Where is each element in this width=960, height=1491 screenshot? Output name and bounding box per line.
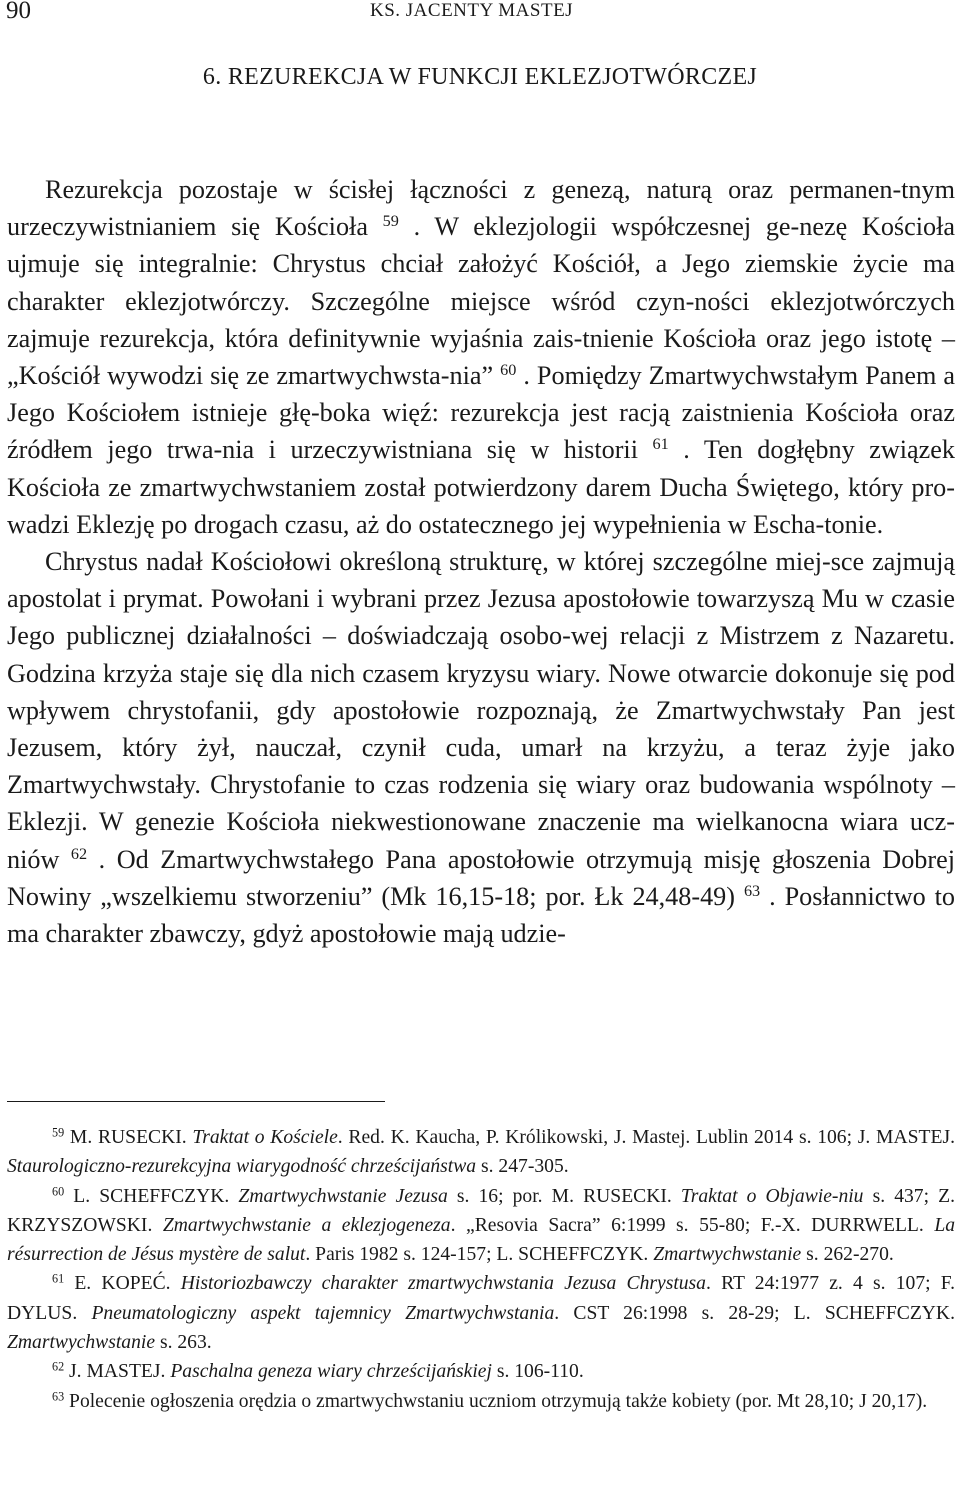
text-run: . „Resovia Sacra” 6:1999 s. 55-80; F.-X. D (450, 1214, 826, 1236)
work-title: Staurologiczno-rezurekcyjna wiarygodność chrześcijaństwa (7, 1156, 477, 1178)
footnote-number: 62 (52, 1359, 65, 1374)
author-name: YLUS (21, 1302, 73, 1324)
work-title: Zmartwychwstanie a eklezjogeneza (162, 1214, 451, 1236)
footnotes (7, 1123, 955, 1416)
author-name: USECKI (111, 1127, 182, 1148)
text-run: . Ten dogłębny związek Kościoła ze zmartwychwstaniem został potwierdzony darem Ducha Świętego, który pro-wadzi Eklezję po drogach czasu, aż do ostatecznego jej wypełnienia w Escha-tonie. (7, 435, 955, 539)
work-title: Historiozbawczy charakter zmartwychwstania Jezusa Chrystusa (180, 1273, 706, 1295)
footnote-number: 63 (52, 1389, 65, 1403)
text-run: . (950, 1302, 955, 1324)
footnote-ref-63: 63 (743, 881, 761, 900)
author-name: URRWELL (825, 1214, 919, 1236)
footnote-ref-59: 59 (382, 212, 399, 231)
text-run: . (72, 1302, 92, 1324)
text-run: . (666, 1185, 681, 1207)
section-title: 6. REZUREKCJA W FUNKCJI EKLEZJOTWÓRCZEJ (202, 64, 758, 90)
text-run: . (181, 1127, 193, 1148)
work-title: Zmartwychwstanie (7, 1332, 156, 1354)
running-head: KS. JACENTY MASTEJ (370, 0, 574, 21)
text-run: s. 16; por. M. R (447, 1185, 597, 1207)
text-run: s. 247-305. (476, 1156, 569, 1178)
text-run: s. 262-270. (801, 1244, 894, 1266)
footnote-divider (7, 1101, 385, 1102)
author-name: OPEĆ (115, 1273, 166, 1295)
footnote-number: 60 (52, 1183, 65, 1198)
footnote-ref-62: 62 (70, 844, 88, 863)
text-run: . Od Zmartwychwstałego Pana apostołowie otrzymują misję głoszenia Dobrej Nowiny „wszelkiemu stworzeniu” (Mk 16,15-18; por. Łk 24,48-49) (7, 844, 956, 911)
text-run: . (643, 1244, 654, 1266)
footnote-62 (7, 1357, 955, 1386)
text-run: . (918, 1214, 935, 1236)
page-number: 90 (6, 0, 31, 24)
work-title: Zmartwychwstanie (653, 1244, 802, 1266)
text-run: M. R (69, 1127, 112, 1148)
footnote-number: 61 (52, 1271, 65, 1286)
text-run: J. M (69, 1361, 104, 1383)
footnote-63 (7, 1387, 955, 1416)
text-run: E. K (74, 1273, 116, 1295)
text-run: Rezurekcja pozostaje w ścisłej łączności z genezą, naturą oraz permanen-tnym urzeczywistnianiem się Kościoła (7, 175, 955, 242)
text-run: . (147, 1214, 163, 1236)
main-text (7, 171, 955, 952)
footnote-60 (7, 1182, 955, 1270)
author-name: CHEFFCZYK (110, 1185, 225, 1207)
text-run: . RT 24:1977 z. 4 s. 107; F. D (7, 1273, 956, 1324)
text-run: . Posłannictwo to ma charakter zbawczy, gdyż apostołowie mają udzie- (7, 881, 956, 949)
text-run: . (950, 1127, 955, 1148)
text-run: . CST 26:1998 s. 28-29; L. S (554, 1302, 836, 1324)
footnote-59 (7, 1123, 955, 1182)
author-name: ASTEJ (103, 1361, 161, 1383)
text-run: . (224, 1185, 239, 1207)
work-title: Pneumatologiczny aspekt tajemnicy Zmartwychwstania (91, 1302, 555, 1324)
text-run: s. 263. (155, 1332, 212, 1354)
text-run: . Paris 1982 s. 124-157; L. S (305, 1244, 530, 1266)
page-header (0, 0, 960, 34)
text-run: Chrystus nadał Kościołowi określoną strukturę, w której szczególne miej-sce zajmują apostolat i prymat. Powołani i wybrani przez Jezusa apostołowie towarzyszą Mu w czasie Jego publicznej działalności – doświadczają osobo-wej relacji z Mistrzem z Nazaretu. Godzina krzyża staje się dla nich czasem kryzysu wiary. Nowe otwarcie dokonuje się pod wpływem chrystofanii, gdy apostołowie rozpoznają, że Zmartwychwstały Pan jest Jezusem, który żył, nauczał, czynił cuda, umarł na krzyżu, a teraz żyje jako Zmartwychwstały. Chrystofanie to czas rodzenia się wiary oraz budowania wspólnoty – Eklezji. W genezie Kościoła niekwestionowane znaczenie ma wielkanocna wiara ucz-niów (7, 547, 955, 874)
text-run: s. 106-110. (491, 1361, 584, 1383)
work-title: La résurrection de Jésus mystère de salut (7, 1214, 956, 1266)
text-run: L. S (73, 1185, 111, 1207)
footnote-ref-60: 60 (500, 361, 517, 380)
text-run: . Red. K. Kaucha, P. Królikowski, J. Mastej. Lublin 2014 s. 106; J. M (337, 1127, 894, 1148)
text-run: . (160, 1361, 171, 1383)
author-name: USECKI (596, 1185, 667, 1207)
text-run: . Pomiędzy Zmartwychwstałym Panem a Jego Kościołem istnieje głę-boka więź: rezurekcja jest racją zaistnienia Kościoła oraz źródłem jego trwa-nia i urzeczywistniana się w historii (7, 361, 956, 465)
footnote-number: 59 (52, 1125, 65, 1140)
work-title: Traktat o Objawie-niu (680, 1185, 864, 1207)
author-name: RZYSZOWSKI (21, 1214, 148, 1236)
paragraph-1 (7, 171, 955, 543)
work-title: Traktat o Kościele (192, 1127, 338, 1148)
paragraph-2 (7, 543, 955, 952)
text-run: s. 437; Z. K (7, 1185, 955, 1236)
author-name: CHEFFCZYK (835, 1302, 951, 1324)
text-run: Polecenie ogłoszenia orędzia o zmartwychwstaniu uczniom otrzymują także kobiety (por. Mt 28,10; J 20,17). (69, 1390, 928, 1412)
work-title: Zmartwychwstanie Jezusa (238, 1185, 448, 1207)
author-name: ASTEJ (893, 1127, 951, 1148)
work-title: Paschalna geneza wiary chrześcijańskiej (170, 1361, 492, 1383)
author-name: CHEFFCZYK (529, 1244, 644, 1266)
text-run: . W eklezjologii współczesnej ge-nezę Kościoła ujmuje się integralnie: Chrystus chciał założyć Kościół, a Jego ziemskie życie ma charakter eklezjotwórczy. Szczególne miejsce wśród czyn-ności eklezjotwórczych zajmuje rezurekcja, która definitywnie wyjaśnia zais-tnienie Kościoła oraz jego istotę – „Kościół wywodzi się ze zmartwychwsta-nia” (7, 212, 956, 391)
footnote-61 (7, 1269, 955, 1357)
footnote-ref-61: 61 (652, 435, 669, 454)
text-run: . (165, 1273, 181, 1295)
